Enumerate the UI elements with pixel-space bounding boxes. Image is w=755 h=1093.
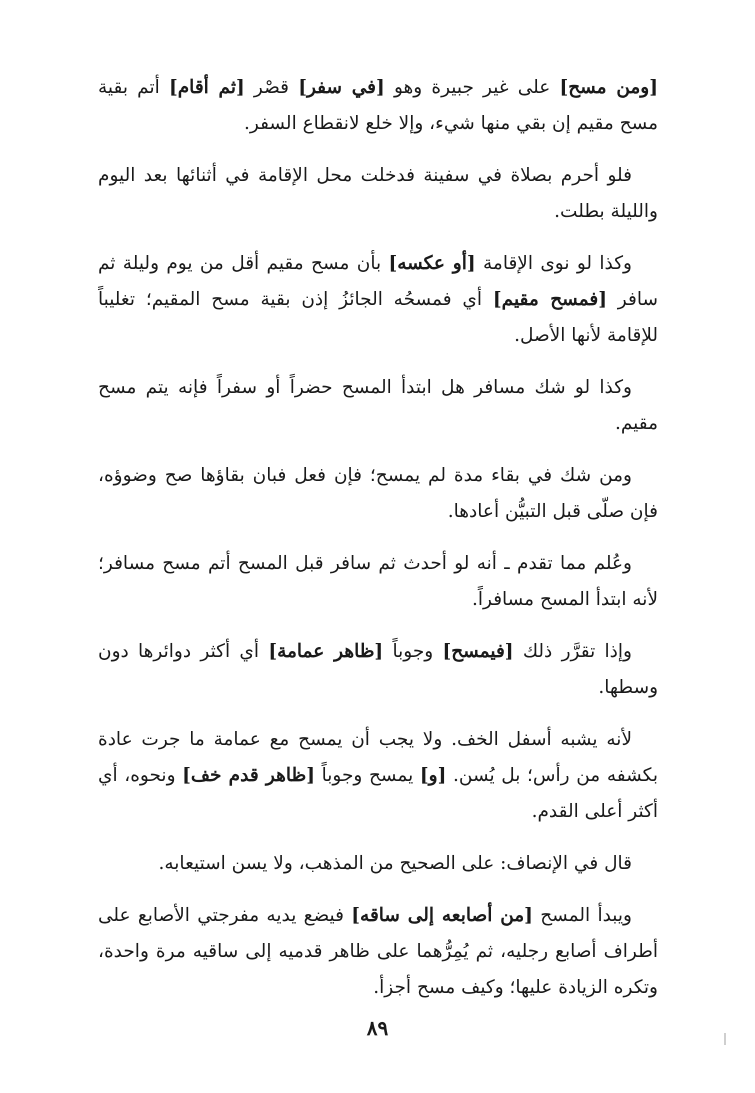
commentary-text: يمسح وجوباً [314,765,420,786]
paragraph [98,846,658,882]
commentary-text: فيضع يديه مفرجتي الأصابع على أطراف أصابع رجليه، ثم يُمِرُّهما على ظاهر قدميه إلى ساقيه مرة واحدة، وتكره الزيادة عليها؛ وكيف مسح أجزأ. [98,905,658,998]
matn-text: [ظاهر قدم خف] [182,765,315,786]
commentary-text: ونحوه، أي أكثر أعلى القدم. [98,765,658,822]
commentary-text: وجوباً [383,641,443,662]
commentary-text: فلو أحرم بصلاة في سفينة فدخلت محل الإقامة في أثنائها بعد اليوم والليلة بطلت. [98,165,658,222]
matn-text: [في سفر] [298,77,385,98]
matn-text: [فيمسح] [442,641,514,662]
paragraph [98,546,658,618]
paragraph [98,634,658,706]
commentary-text: وعُلم مما تقدم ـ أنه لو أحدث ثم سافر قبل المسح أتم مسح مسافر؛ لأنه ابتدأ المسح مسافراً. [98,553,658,610]
commentary-text: قال في الإنصاف: على الصحيح من المذهب، ولا يسن استيعابه. [158,853,632,874]
page-number: ٨٩ [366,1016,389,1040]
commentary-text: وإذا تقرَّر ذلك [513,641,632,662]
paragraph [98,246,658,354]
matn-text: [أو عكسه] [388,253,476,274]
matn-text: [ومن مسح] [559,77,658,98]
paragraph [98,458,658,530]
commentary-text: أي فمسحُه الجائزُ إذن بقية مسح المقيم؛ تغليباً للإقامة لأنها الأصل. [98,289,658,346]
matn-text: [من أصابعه إلى ساقه] [351,905,533,926]
matn-text: [و] [419,765,447,786]
paragraph [98,70,658,142]
matn-text: [ظاهر عمامة] [268,641,384,662]
commentary-text: على غير جبيرة وهو [384,77,560,98]
commentary-text: لأنه يشبه أسفل الخف. ولا يجب أن يمسح مع عمامة ما جرت عادة بكشفه من رأس؛ بل يُسن. [98,729,658,786]
paragraph [98,370,658,442]
scan-edge-mark [724,1033,726,1045]
commentary-text: بأن مسح مقيم أقل من يوم وليلة ثم سافر [98,253,658,310]
matn-text: [فمسح مقيم] [492,289,607,310]
commentary-text: أتم بقية مسح مقيم إن بقي منها شيء، وإلا خلع لانقطاع السفر. [98,77,658,134]
matn-text: [ثم أقام] [168,77,245,98]
commentary-text: وكذا لو شك مسافر هل ابتدأ المسح حضراً أو سفراً فإنه يتم مسح مقيم. [98,377,658,434]
commentary-text: أي أكثر دوائرها دون وسطها. [98,641,658,698]
commentary-text: ويبدأ المسح [532,905,632,926]
paragraph [98,898,658,1006]
commentary-text: ومن شك في بقاء مدة لم يمسح؛ فإن فعل فبان بقاؤها صح وضوؤه، فإن صلّى قبل التبيُّن أعادها. [98,465,658,522]
paragraph [98,158,658,230]
commentary-text: قصْر [244,77,299,98]
paragraph [98,722,658,830]
commentary-text: وكذا لو نوى الإقامة [475,253,632,274]
page-body [98,70,658,1022]
